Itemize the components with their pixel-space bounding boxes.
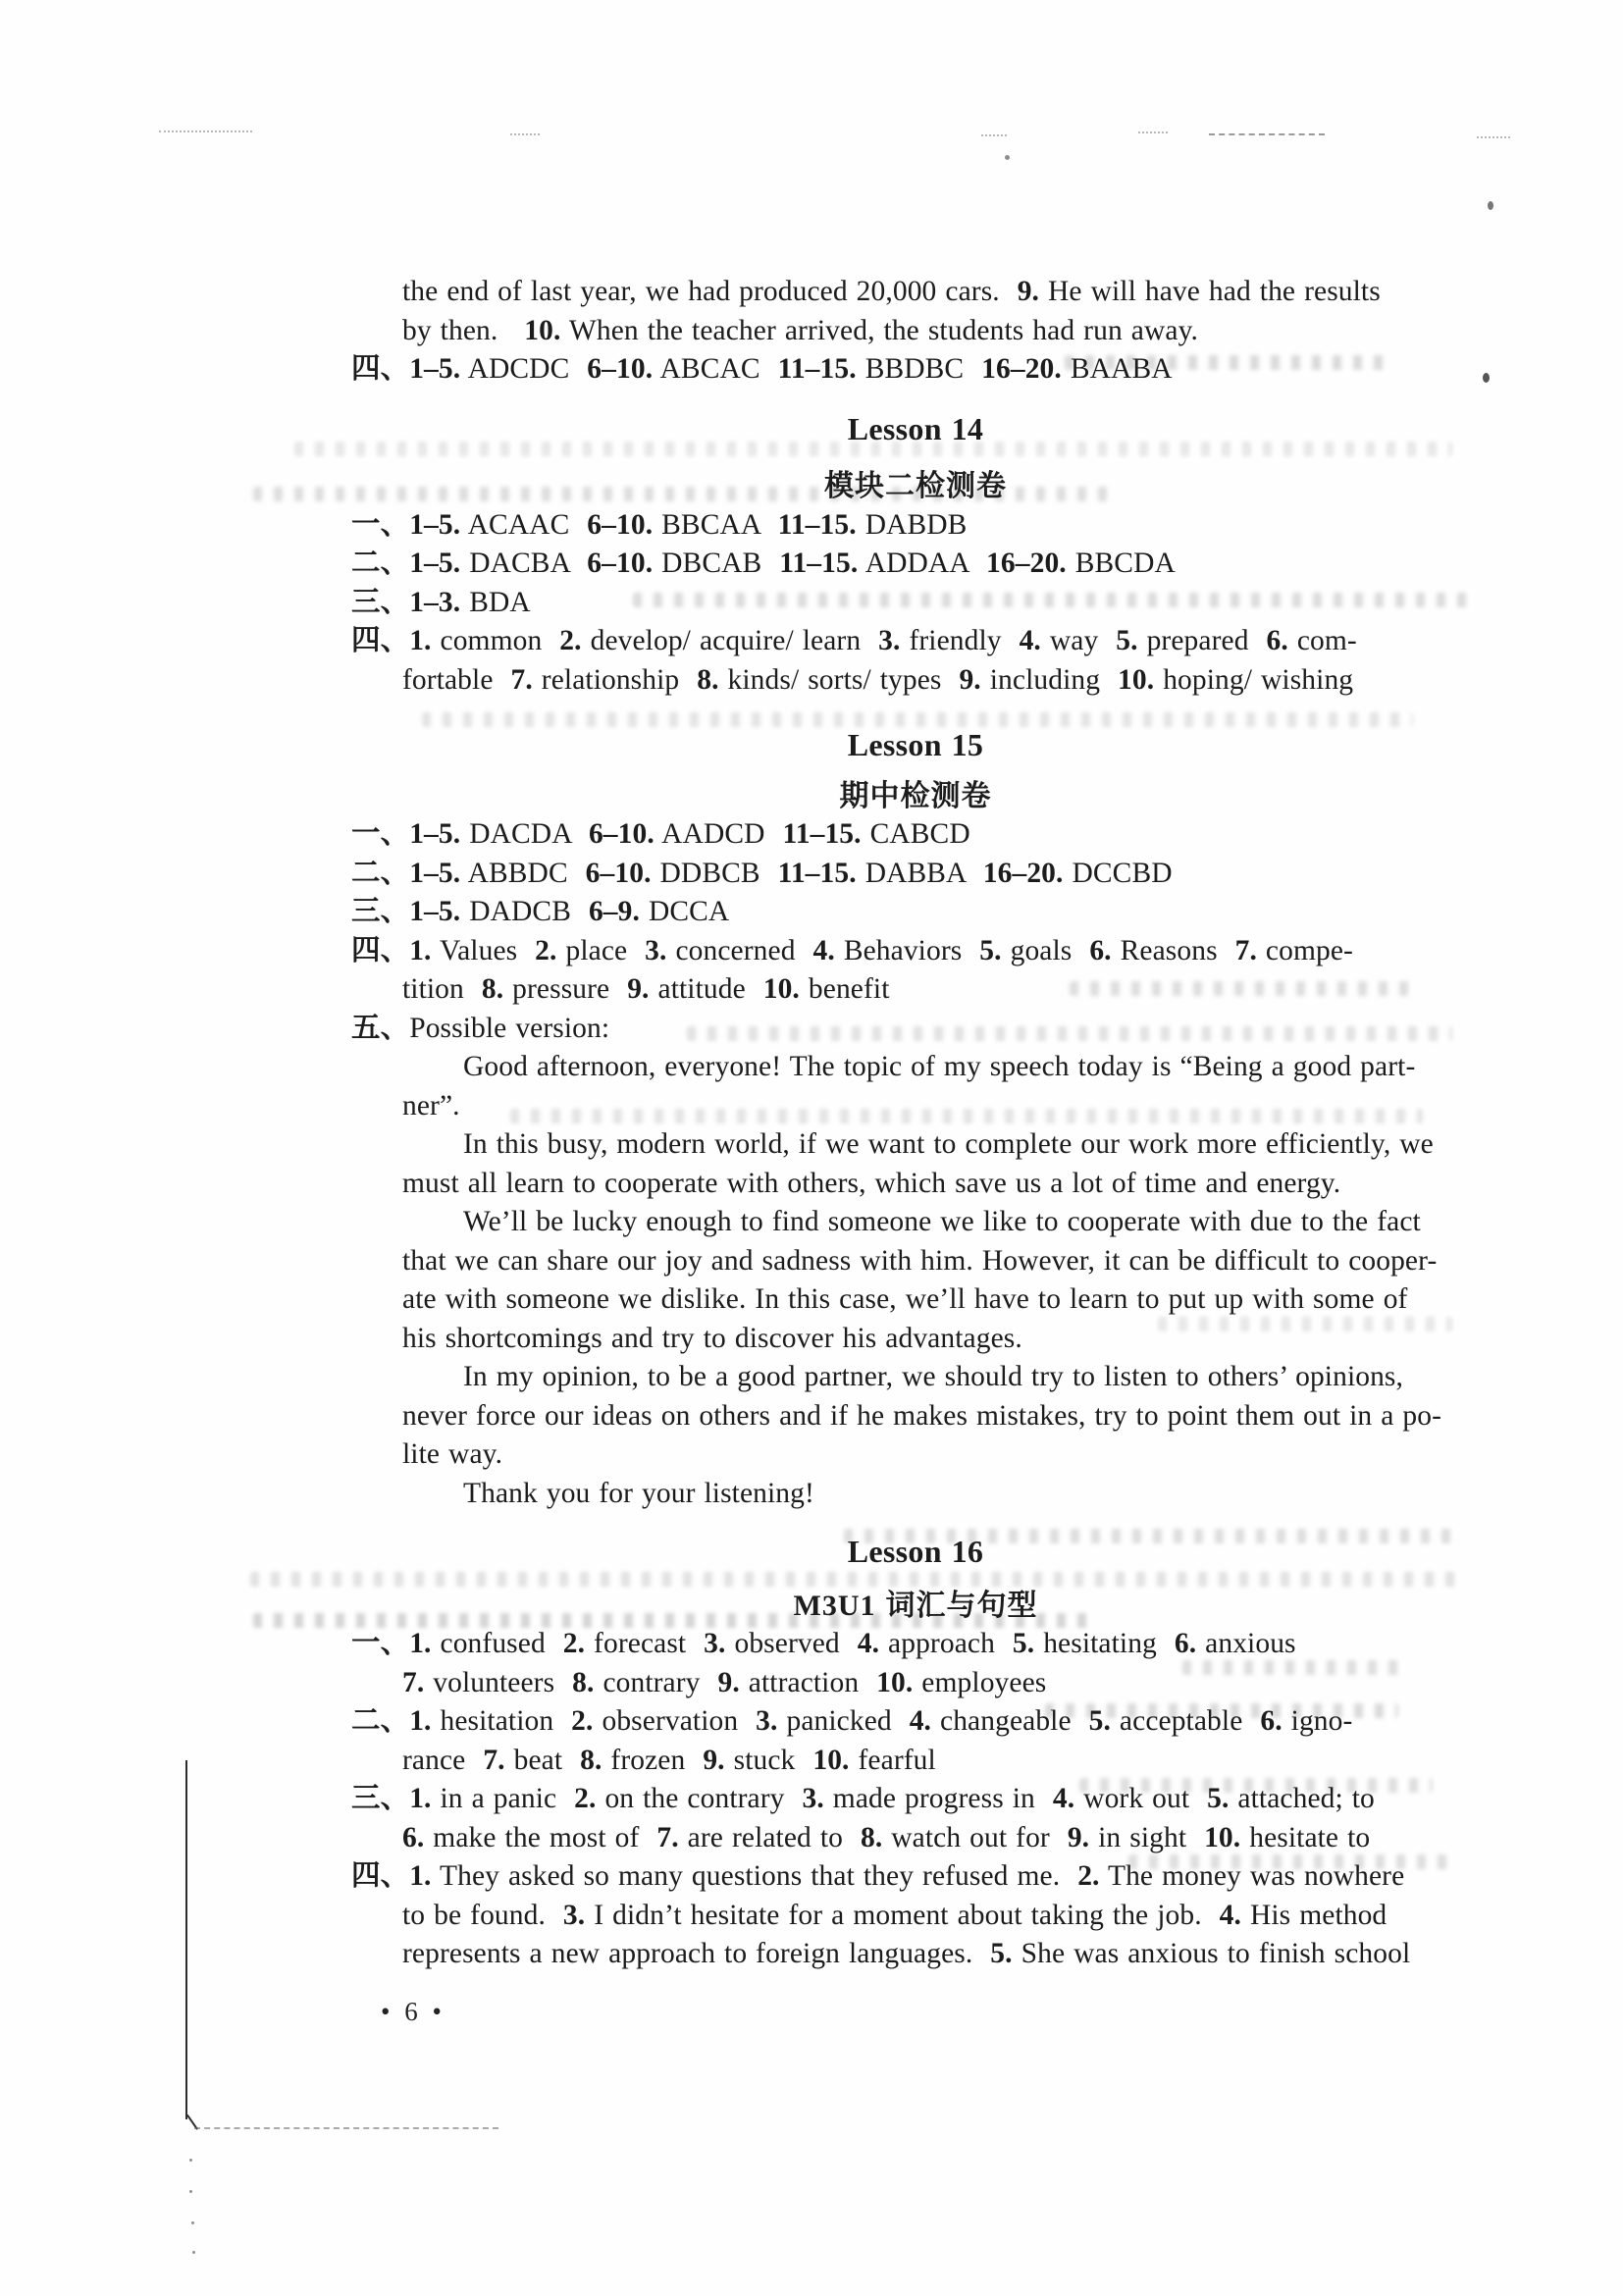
answer-line [351, 1625, 1480, 1664]
section-number-label: 二、 [351, 1705, 410, 1737]
page-content [351, 273, 1480, 1974]
answer-continuation-line: fortable 7. relationship 8. kinds/ sorts/ types 9. including 10. hoping/ wishing [402, 663, 1354, 696]
answer-text: Possible version: [409, 1012, 610, 1044]
answer-text: 1–5. DADCB 6–9. DCCA [409, 896, 730, 927]
essay-line: In this busy, modern world, if we want to complete our work more efficiently, we [463, 1128, 1434, 1160]
essay-line: ate with someone we dislike. In this case, we’ll have to learn to put up with some of [402, 1283, 1408, 1315]
answer-line [351, 1702, 1480, 1742]
scan-artifact-dash [159, 130, 252, 132]
scan-artifact-speck [189, 2190, 192, 2193]
answer-line [351, 893, 1480, 932]
carryover-text-line: the end of last year, we had produced 20,000 cars. 9. He will have had the results [402, 276, 1381, 307]
scan-artifact-dash [1209, 133, 1325, 135]
section-number-label: 二、 [351, 857, 410, 889]
carryover-text-line: by then. 10. When the teacher arrived, the students had run away. [402, 314, 1198, 346]
section-number-label: 三、 [351, 586, 410, 618]
essay-line: Good afternoon, everyone! The topic of my speech today is “Being a good part- [463, 1051, 1416, 1082]
scan-artifact-speck [192, 2251, 195, 2254]
section-number-label: 三、 [351, 1783, 410, 1814]
section-subtitle: M3U1 词汇与句型 [793, 1589, 1038, 1622]
answer-text: 1–3. BDA [409, 586, 531, 618]
section-number-label: 五、 [351, 1012, 410, 1044]
scan-artifact-page-edge [185, 1760, 187, 2119]
section-number-label: 四、 [351, 353, 410, 385]
answer-line [351, 932, 1480, 971]
answer-text: 1. confused 2. forecast 3. observed 4. approach 5. hesitating 6. anxious [409, 1628, 1296, 1659]
lesson-title: Lesson 14 [847, 410, 984, 446]
lesson-title: Lesson 15 [847, 727, 984, 762]
scan-artifact-dash [981, 134, 1007, 136]
essay-line: We’ll be lucky enough to find someone we like to cooperate with due to the fact [463, 1206, 1421, 1237]
scan-artifact-speck [1488, 201, 1493, 210]
answer-continuation-line: 7. volunteers 8. contrary 9. attraction 10. employees [402, 1666, 1047, 1698]
answer-text: 1. Values 2. place 3. concerned 4. Behaviors 5. goals 6. Reasons 7. compe- [409, 934, 1353, 966]
section-number-label: 四、 [351, 934, 410, 966]
section-number-label: 三、 [351, 896, 410, 927]
answer-line [351, 855, 1480, 894]
answer-continuation-line: to be found. 3. I didn’t hesitate for a moment about taking the job. 4. His method [402, 1899, 1387, 1931]
answer-line [351, 815, 1480, 855]
answer-continuation-line: rance 7. beat 8. frozen 9. stuck 10. fearful [402, 1744, 936, 1776]
answer-continuation-line: 6. make the most of 7. are related to 8. watch out for 9. in sight 10. hesitate to [402, 1821, 1371, 1853]
answer-line [351, 545, 1480, 584]
section-number-label: 一、 [351, 818, 410, 850]
scan-artifact-dash [1138, 131, 1168, 133]
essay-line: lite way. [402, 1438, 503, 1470]
essay-line: In my opinion, to be a good partner, we should try to listen to others’ opinions, [463, 1361, 1403, 1392]
scan-artifact-speck [1005, 155, 1010, 160]
answer-text: 1. in a panic 2. on the contrary 3. made progress in 4. work out 5. attached; to [409, 1783, 1375, 1814]
scan-artifact-speck [1483, 373, 1490, 383]
scan-artifact-speck [189, 2159, 192, 2162]
answer-continuation-line: represents a new approach to foreign languages. 5. She was anxious to finish school [402, 1938, 1411, 1969]
section-subtitle: 模块二检测卷 [824, 470, 1007, 502]
scan-artifact-dash [1477, 136, 1510, 138]
answer-line [351, 584, 1480, 623]
essay-line: never force our ideas on others and if he makes mistakes, try to point them out in a po- [402, 1399, 1442, 1432]
lesson-title: Lesson 16 [847, 1534, 984, 1569]
essay-line: must all learn to cooperate with others, which save us a lot of time and energy. [402, 1167, 1341, 1199]
answer-line [351, 350, 1480, 390]
answer-text: 1–5. ABBDC 6–10. DDBCB 11–15. DABBA 16–20. DCCBD [409, 857, 1173, 889]
answer-line [351, 1857, 1480, 1897]
answer-text: 1–5. DACDA 6–10. AADCD 11–15. CABCD [409, 818, 970, 850]
page-number: • 6 • [381, 1997, 445, 2026]
answer-text: 1. They asked so many questions that they refused me. 2. The money was nowhere [409, 1860, 1405, 1892]
essay-line: that we can share our joy and sadness with him. However, it can be difficult to cooper- [402, 1244, 1438, 1277]
essay-line: his shortcomings and try to discover his advantages. [402, 1322, 1022, 1354]
answer-line [351, 1780, 1480, 1819]
section-number-label: 一、 [351, 1628, 410, 1659]
answer-text: 1. hesitation 2. observation 3. panicked 4. changeable 5. acceptable 6. igno- [409, 1705, 1353, 1737]
answer-line [351, 506, 1480, 546]
essay-line: ner”. [402, 1089, 460, 1122]
answer-line [351, 622, 1480, 661]
section-number-label: 四、 [351, 1860, 410, 1892]
scan-artifact-dash [194, 2127, 498, 2129]
answer-text: 1–5. ACAAC 6–10. BBCAA 11–15. DABDB [409, 508, 968, 541]
answer-continuation-line: tition 8. pressure 9. attitude 10. benefit [402, 973, 890, 1005]
answer-line [351, 1010, 1480, 1049]
section-number-label: 四、 [351, 625, 410, 656]
answer-text: 1. common 2. develop/ acquire/ learn 3. friendly 4. way 5. prepared 6. com- [409, 625, 1357, 656]
answer-text: 1–5. DACBA 6–10. DBCAB 11–15. ADDAA 16–20. BBCDA [409, 548, 1176, 579]
essay-line: Thank you for your listening! [463, 1477, 814, 1509]
section-subtitle: 期中检测卷 [839, 779, 992, 812]
section-number-label: 二、 [351, 548, 410, 579]
scan-artifact-speck [191, 2221, 194, 2224]
scan-artifact-dash [510, 133, 540, 135]
section-number-label: 一、 [351, 508, 410, 541]
answer-text: 1–5. ADCDC 6–10. ABCAC 11–15. BBDBC 16–20. BAABA [409, 353, 1173, 385]
